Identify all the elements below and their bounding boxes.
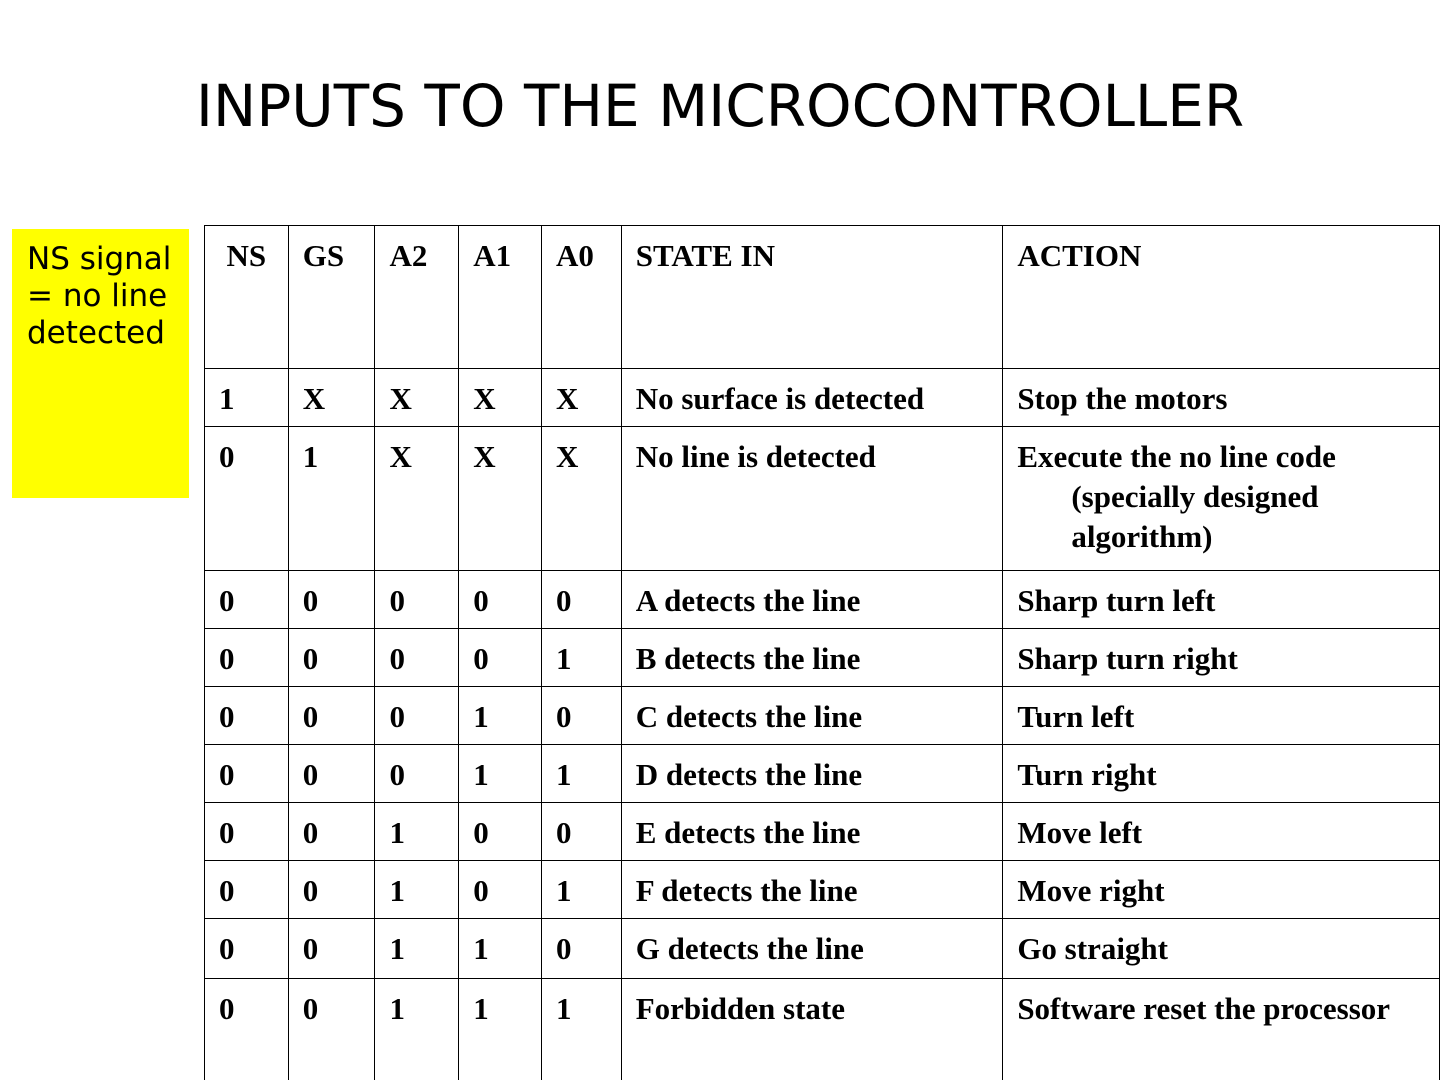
cell-gs: X: [288, 369, 375, 427]
cell-gs: 0: [288, 861, 375, 919]
cell-a0: X: [541, 369, 621, 427]
cell-ns: 0: [205, 803, 289, 861]
slide-title: INPUTS TO THE MICROCONTROLLER: [195, 72, 1245, 140]
cell-ns: 0: [205, 427, 289, 571]
header-action: ACTION: [1003, 226, 1440, 369]
cell-state: A detects the line: [621, 571, 1003, 629]
cell-ns: 0: [205, 687, 289, 745]
cell-action: Go straight: [1003, 919, 1440, 979]
cell-a0: 1: [541, 745, 621, 803]
cell-a1: 0: [459, 629, 542, 687]
table-row: [205, 369, 1440, 427]
ns-signal-note: NS signal = no line detected: [12, 229, 189, 498]
cell-gs: 0: [288, 629, 375, 687]
cell-a1: 0: [459, 803, 542, 861]
cell-state: B detects the line: [621, 629, 1003, 687]
cell-a1: 1: [459, 919, 542, 979]
cell-action: Stop the motors: [1003, 369, 1440, 427]
cell-a2: 1: [375, 803, 459, 861]
cell-state: F detects the line: [621, 861, 1003, 919]
cell-a2: 1: [375, 979, 459, 1080]
cell-state: G detects the line: [621, 919, 1003, 979]
cell-action: [1003, 427, 1440, 571]
header-state-in: STATE IN: [621, 226, 1003, 369]
cell-a1: 1: [459, 979, 542, 1080]
truth-table: [204, 225, 1440, 1080]
cell-gs: 0: [288, 687, 375, 745]
table-row: [205, 803, 1440, 861]
cell-gs: 1: [288, 427, 375, 571]
header-ns: NS: [205, 226, 289, 369]
table-row: [205, 427, 1440, 571]
cell-a2: 0: [375, 745, 459, 803]
cell-ns: 0: [205, 861, 289, 919]
cell-a0: X: [541, 427, 621, 571]
cell-a0: 0: [541, 919, 621, 979]
cell-a2: X: [375, 369, 459, 427]
cell-a2: 0: [375, 571, 459, 629]
cell-ns: 0: [205, 745, 289, 803]
cell-ns: 0: [205, 629, 289, 687]
cell-state: C detects the line: [621, 687, 1003, 745]
header-a0: A0: [541, 226, 621, 369]
cell-a0: 0: [541, 571, 621, 629]
cell-a0: 1: [541, 861, 621, 919]
header-gs: GS: [288, 226, 375, 369]
cell-a1: X: [459, 427, 542, 571]
cell-gs: 0: [288, 571, 375, 629]
cell-action: Move left: [1003, 803, 1440, 861]
cell-a1: 1: [459, 687, 542, 745]
cell-a0: 0: [541, 803, 621, 861]
cell-a2: 1: [375, 861, 459, 919]
action-text: Execute the no line code (specially designed algorithm): [1017, 439, 1336, 554]
table-header-row: [205, 226, 1440, 369]
cell-action: [1003, 979, 1440, 1080]
cell-state: No surface is detected: [621, 369, 1003, 427]
cell-a2: 0: [375, 687, 459, 745]
cell-state: D detects the line: [621, 745, 1003, 803]
cell-a0: 0: [541, 687, 621, 745]
cell-ns: 0: [205, 571, 289, 629]
table-row: [205, 745, 1440, 803]
cell-gs: 0: [288, 979, 375, 1080]
header-a2: A2: [375, 226, 459, 369]
cell-action: Move right: [1003, 861, 1440, 919]
cell-a1: 1: [459, 745, 542, 803]
cell-a0: 1: [541, 979, 621, 1080]
table-row: [205, 919, 1440, 979]
cell-gs: 0: [288, 803, 375, 861]
table-row: [205, 571, 1440, 629]
cell-state: No line is detected: [621, 427, 1003, 571]
table-row: [205, 861, 1440, 919]
cell-gs: 0: [288, 919, 375, 979]
cell-action: Turn right: [1003, 745, 1440, 803]
cell-a2: 0: [375, 629, 459, 687]
cell-ns: 0: [205, 919, 289, 979]
table-row: [205, 629, 1440, 687]
cell-gs: 0: [288, 745, 375, 803]
cell-state: Forbidden state: [621, 979, 1003, 1080]
cell-a1: 0: [459, 861, 542, 919]
header-a1: A1: [459, 226, 542, 369]
action-text: Software reset the processor: [1017, 991, 1391, 1026]
cell-a1: X: [459, 369, 542, 427]
table-row: [205, 979, 1440, 1080]
cell-a2: X: [375, 427, 459, 571]
cell-state: E detects the line: [621, 803, 1003, 861]
cell-action: Sharp turn right: [1003, 629, 1440, 687]
cell-action: Turn left: [1003, 687, 1440, 745]
cell-ns: 1: [205, 369, 289, 427]
table-row: [205, 687, 1440, 745]
cell-a1: 0: [459, 571, 542, 629]
cell-action: Sharp turn left: [1003, 571, 1440, 629]
cell-a2: 1: [375, 919, 459, 979]
cell-a0: 1: [541, 629, 621, 687]
cell-ns: 0: [205, 979, 289, 1080]
